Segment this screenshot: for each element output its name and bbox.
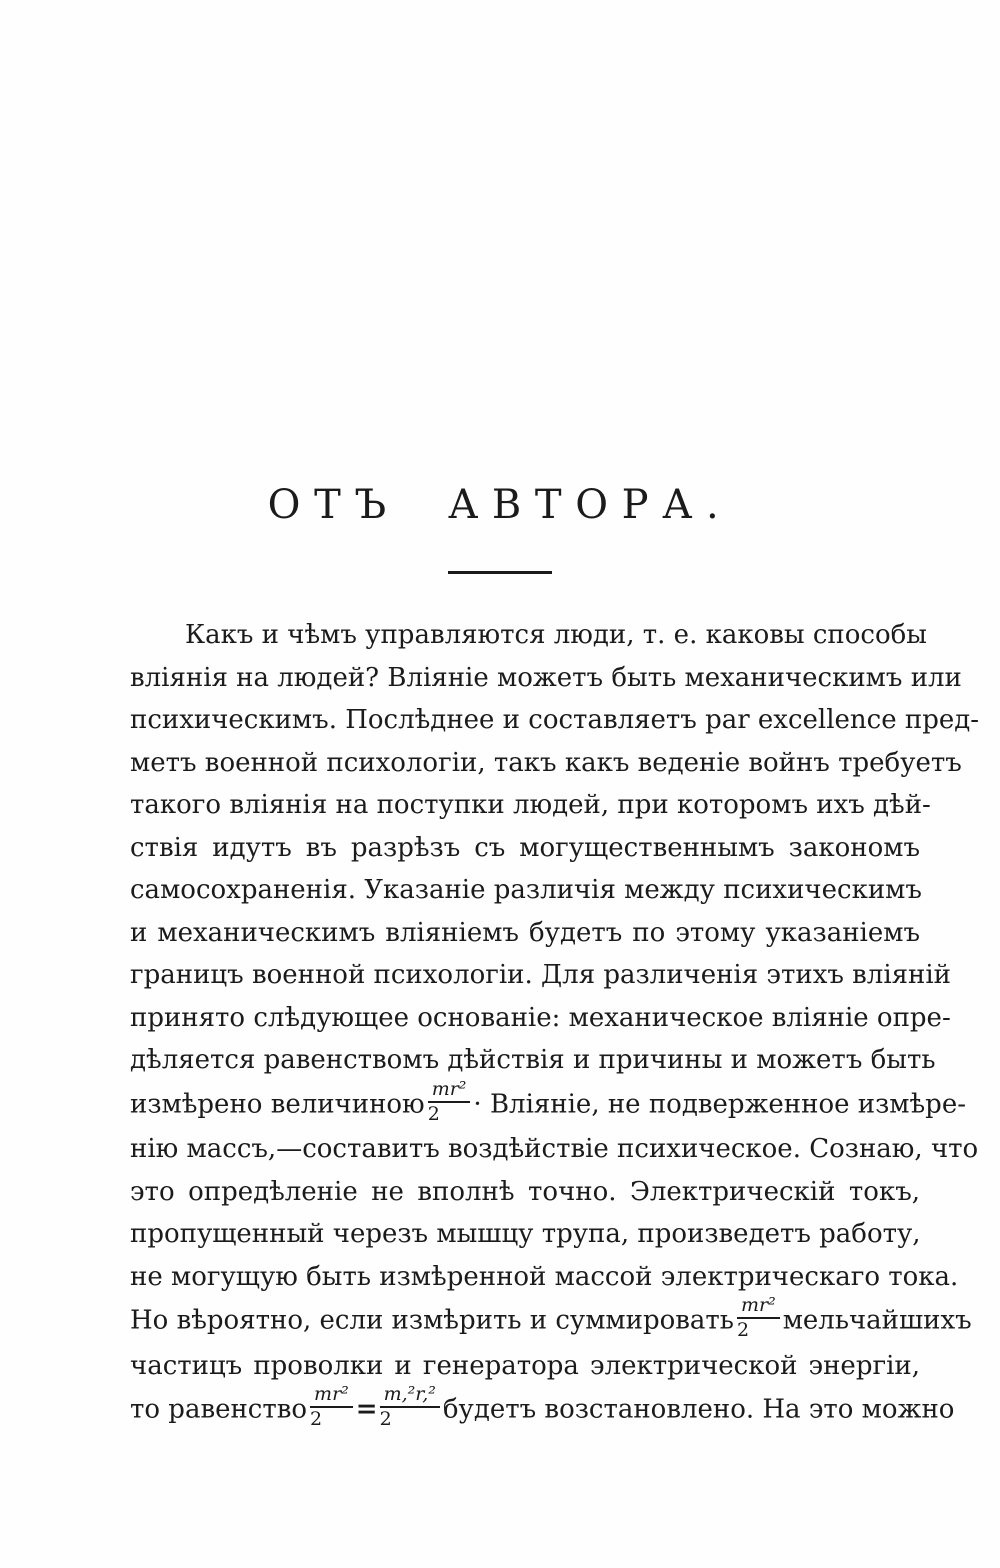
text-segment: мельчайшихъ bbox=[782, 1305, 972, 1336]
page-title: ОТЪ АВТОРА. bbox=[267, 482, 733, 528]
text-segment: нію массъ,—составитъ воздѣйствіе психическое. Сознаю, что bbox=[130, 1134, 979, 1165]
text-line bbox=[130, 869, 920, 912]
fraction-numerator: mr² bbox=[737, 1295, 780, 1319]
fraction-denominator: 2 bbox=[736, 1319, 750, 1342]
fraction-formula bbox=[428, 1079, 471, 1126]
title-divider bbox=[448, 571, 552, 574]
text-segment: принято слѣдующее основаніе: механическое вліяніе опре- bbox=[130, 1002, 951, 1033]
equals-sign: = bbox=[355, 1394, 377, 1425]
text-segment: самосохраненія. Указаніе различія между психическимъ bbox=[130, 875, 922, 905]
text-line bbox=[130, 1294, 972, 1345]
text-segment: метъ военной психологіи, такъ какъ веденіе войнъ требуетъ bbox=[130, 747, 962, 778]
text-line bbox=[130, 1077, 966, 1129]
text-segment: то равенство bbox=[130, 1394, 308, 1425]
text-segment: не могущую быть измѣренной массой электрическаго тока. bbox=[130, 1261, 959, 1292]
text-line bbox=[130, 699, 980, 742]
text-line bbox=[130, 827, 920, 870]
text-segment: дѣляется равенствомъ дѣйствія и причины и можетъ быть bbox=[130, 1045, 936, 1075]
text-segment: пропущенный черезъ мышцу трупа, произведетъ работу, bbox=[130, 1219, 921, 1250]
text-segment: будетъ возстановлено. На это можно bbox=[442, 1394, 955, 1425]
text-line bbox=[130, 1345, 920, 1388]
fraction-formula bbox=[737, 1295, 780, 1342]
fraction-numerator: mr² bbox=[428, 1079, 471, 1103]
fraction-formula bbox=[380, 1384, 440, 1431]
text-line bbox=[130, 742, 962, 785]
text-line bbox=[130, 1039, 936, 1082]
text-line bbox=[130, 1213, 920, 1256]
text-segment: вліянія на людей? Вліяніе можетъ быть механическимъ или bbox=[130, 662, 962, 693]
text-block bbox=[130, 614, 980, 1434]
text-line bbox=[130, 997, 951, 1040]
text-line bbox=[130, 1128, 979, 1171]
text-segment: · Вліяніе, не подверженное измѣре- bbox=[473, 1088, 966, 1119]
text-segment: измѣрено величиною bbox=[130, 1088, 425, 1119]
text-segment: Какъ и чѣмъ управляются люди, т. е. каковы способы bbox=[185, 620, 927, 650]
text-segment: Но вѣроятно, если измѣрить и суммировать bbox=[130, 1305, 734, 1336]
text-line bbox=[130, 954, 952, 997]
text-segment: границъ военной психологіи. Для различенія этихъ вліяній bbox=[130, 960, 952, 990]
text-segment: это опредѣленіе не вполнѣ точно. Электрическій токъ, bbox=[130, 1176, 920, 1207]
text-line bbox=[130, 784, 931, 827]
text-line bbox=[130, 657, 962, 700]
fraction-numerator: m,²r,² bbox=[380, 1384, 440, 1408]
text-segment: частицъ проволки и генератора электрической энергіи, bbox=[130, 1350, 920, 1381]
text-line bbox=[130, 614, 927, 657]
text-segment: ствія идутъ въ разрѣзъ съ могущественнымъ закономъ bbox=[130, 832, 920, 863]
fraction-denominator: 2 bbox=[427, 1102, 440, 1125]
text-line bbox=[130, 1171, 920, 1214]
text-segment: психическимъ. Послѣднее и составляетъ par excellence пред- bbox=[130, 705, 980, 735]
text-line bbox=[130, 912, 920, 955]
text-segment: такого вліянія на поступки людей, при которомъ ихъ дѣй- bbox=[130, 790, 931, 820]
fraction-denominator: 2 bbox=[379, 1408, 392, 1431]
fraction-numerator: mr² bbox=[310, 1384, 353, 1408]
text-segment: и механическимъ вліяніемъ будетъ по этому указаніемъ bbox=[130, 917, 920, 948]
text-line bbox=[130, 1383, 955, 1434]
text-line bbox=[130, 1256, 959, 1299]
fraction-formula bbox=[310, 1384, 353, 1431]
fraction-denominator: 2 bbox=[310, 1408, 323, 1431]
